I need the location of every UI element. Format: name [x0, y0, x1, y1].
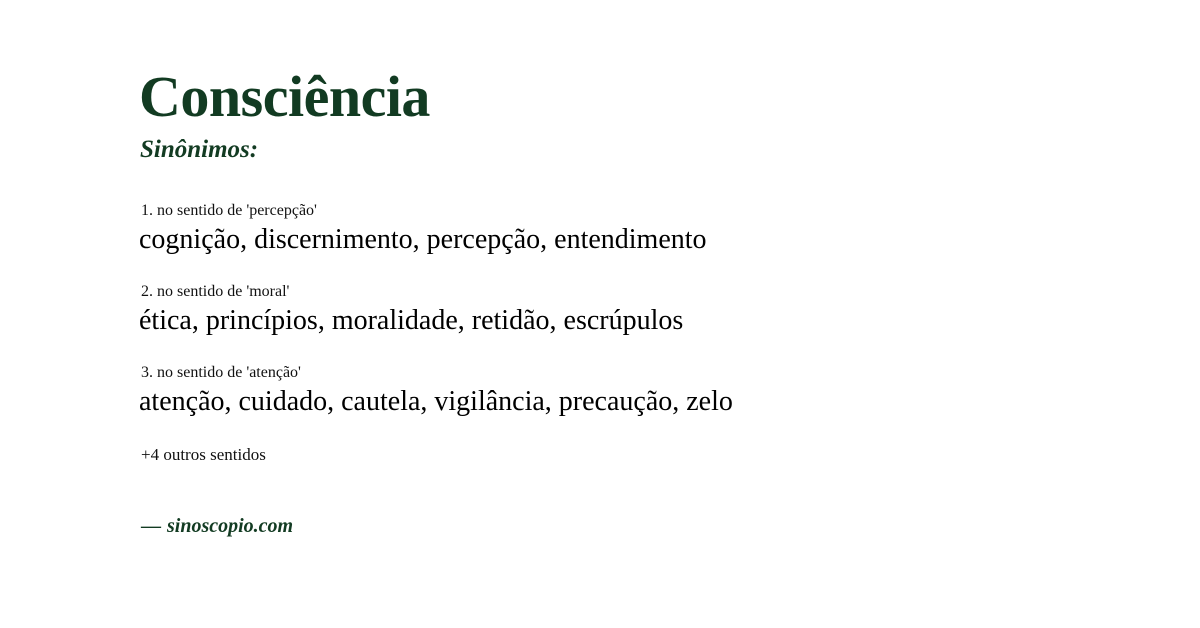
sense-label: 3. no sentido de 'atenção'	[141, 364, 301, 381]
sense-label: 2. no sentido de 'moral'	[141, 283, 290, 300]
sense-words: atenção, cuidado, cautela, vigilância, precaução, zelo	[139, 386, 733, 417]
senses-list	[139, 202, 1200, 419]
sense-words: cognição, discernimento, percepção, entendimento	[139, 224, 707, 255]
synonyms-subtitle: Sinônimos:	[140, 136, 259, 163]
source-attribution	[141, 515, 1200, 538]
sense-words: ética, princípios, moralidade, retidão, escrúpulos	[139, 305, 684, 336]
sense-entry	[139, 283, 1200, 338]
em-dash: —	[141, 515, 161, 537]
more-senses-note: +4 outros sentidos	[141, 445, 266, 464]
sense-entry	[139, 364, 1200, 419]
source-name: sinoscopio.com	[167, 515, 294, 537]
sense-entry	[139, 202, 1200, 257]
sense-label: 1. no sentido de 'percepção'	[141, 202, 317, 219]
page-title: Consciência	[139, 64, 430, 129]
